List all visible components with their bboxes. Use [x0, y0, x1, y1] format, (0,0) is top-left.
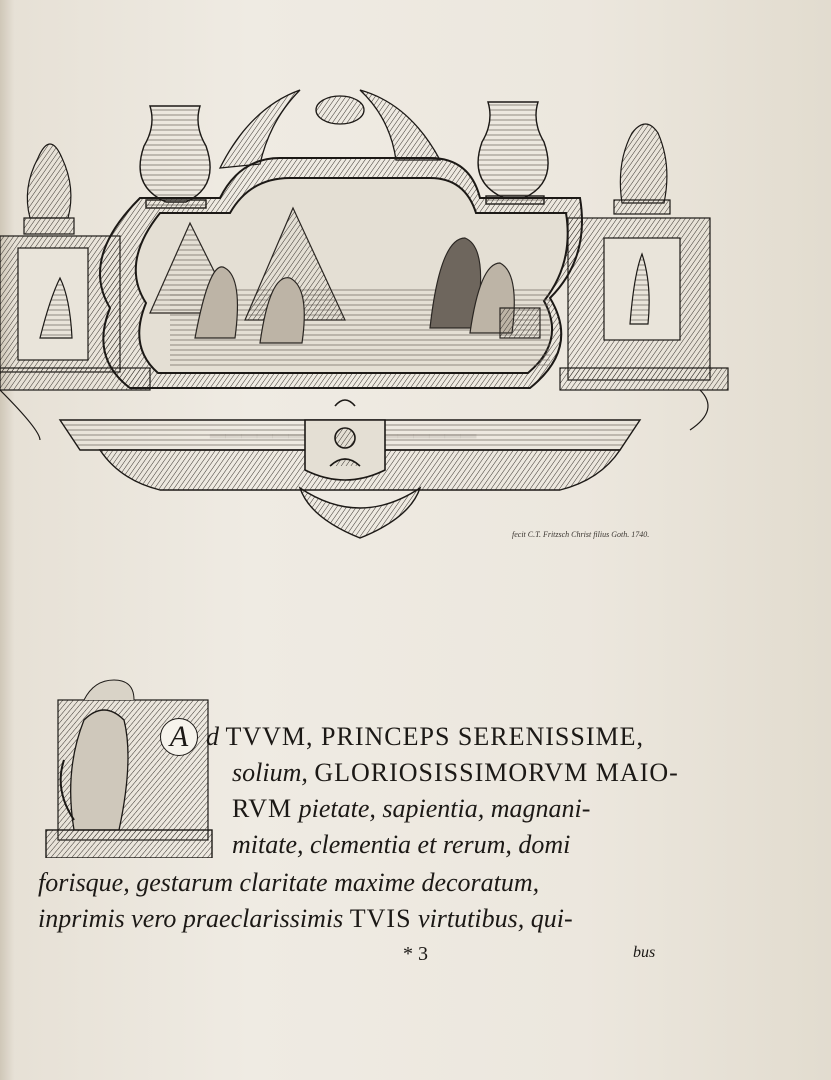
- left-egyptian-figure: [24, 144, 74, 234]
- right-egyptian-figure: [614, 124, 670, 214]
- right-urn: [478, 102, 548, 204]
- text-fragment: TVVM, PRINCEPS SERENISSIME,: [225, 722, 645, 751]
- text-fragment: TVIS: [349, 904, 412, 933]
- catchword: bus: [633, 944, 656, 961]
- text-line-4: mitate, clementia et rerum, domi: [232, 830, 571, 859]
- text-fragment: pietate, sapientia, magnani-: [298, 794, 591, 823]
- historiated-initial-illustration: [44, 660, 214, 858]
- signature-mark: * 3: [403, 943, 428, 965]
- text-fragment: solium,: [232, 758, 308, 787]
- text-fragment: virtutibus, qui-: [418, 904, 573, 933]
- left-urn: [140, 106, 210, 208]
- text-fragment: GLORIOSISSIMORVM MAIO-: [314, 758, 679, 787]
- text-fragment: inprimis vero praeclarissimis: [38, 904, 344, 933]
- text-fragment: d: [206, 722, 219, 751]
- text-line-1: [206, 720, 644, 754]
- text-line-5: forisque, gestarum claritate maxime decoratum,: [38, 868, 540, 897]
- engraved-headpiece: [0, 88, 731, 550]
- medallion-portrait: [305, 400, 385, 480]
- text-fragment: RVM: [232, 794, 293, 823]
- right-pedestal: [560, 218, 728, 430]
- text-line-6: [38, 902, 573, 936]
- drop-cap-letter: A: [160, 718, 198, 756]
- text-line-2: [232, 756, 679, 790]
- text-line-3: [232, 792, 590, 826]
- engraver-signature: fecit C.T. Fritzsch Christ filius Goth. 1740.: [512, 530, 650, 539]
- crest-ornament: [220, 90, 440, 168]
